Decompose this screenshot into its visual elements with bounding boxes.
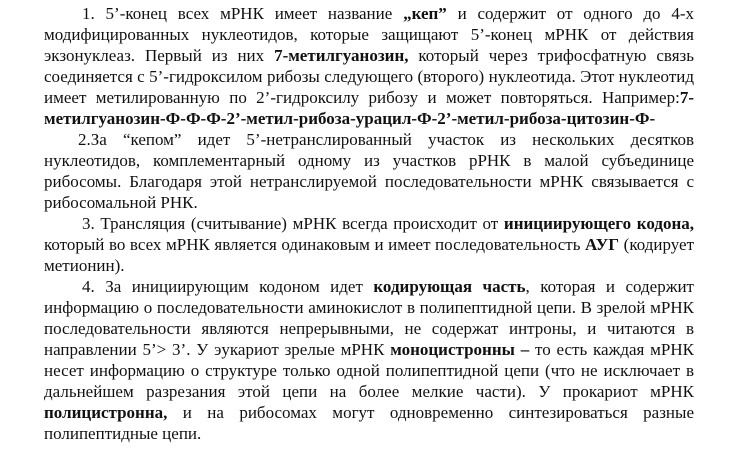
term-coding-part: кодирующая часть — [373, 277, 526, 296]
text-run: 1. 5’-конец всех мРНК имеет название — [82, 4, 404, 23]
text-run: и на рибосомах могут одновременно синтезироваться разные полипептидные цепи. — [44, 403, 694, 443]
term-monocistronic: моноцистронны – — [390, 340, 530, 359]
text-run: 3. Трансляция (считывание) мРНК всегда происходит от — [82, 214, 504, 233]
paragraph-start-codon — [44, 213, 694, 276]
example-cap-structure: 7-метилгуанозин-Ф-Ф-Ф-2’-метил-рибоза-урацил-Ф-2’-метил-рибоза-цитозин-Ф- — [44, 88, 694, 128]
text-run: (кодирует метионин). — [44, 235, 694, 275]
term-aug: АУГ — [585, 235, 620, 254]
term-polycistronic: полицистронна, — [44, 403, 168, 422]
text-run: , которая и содержит информацию о последовательности аминокислот в полипептидной цепи. В зрелой мРНК последовательности являются непрерывными, не содержат интроны, и читаются в направлении 5’> 3’. У эукариот зрелые мРНК — [44, 277, 694, 359]
paragraph-kep — [44, 3, 694, 129]
text-run: 4. За инициирующим кодоном идет — [82, 277, 374, 296]
text-run: который во всех мРНК является одинаковым и имеет последовательность — [44, 235, 586, 254]
text-run: 2.За “кепом” идет 5’-нетранслированный участок из нескольких десятков нуклеотидов, комплементарный одному из участков рРНК в малой субъединице рибосомы. Благодаря этой нетранслируемой последовательности мРНК связывается с рибосомальной РНК. — [44, 130, 694, 212]
term-kep: „кеп” — [403, 4, 447, 23]
paragraph-coding-region — [44, 276, 694, 444]
term-7-methylguanosine: 7-метилгуанозин, — [274, 46, 409, 65]
paragraph-5-utr — [44, 129, 694, 213]
text-run: и содержит от одного до 4-х модифицированных нуклеотидов, которые защищают 5’-конец мРНК от действия экзонуклеаз. Первый из них — [44, 4, 694, 65]
text-run: то есть каждая мРНК несет информацию о структуре только одной полипептидной цепи (что не исключает в дальнейшем разрезания этой цепи на более мелкие части). У прокариот мРНК — [44, 340, 694, 401]
term-initiating-codon: инициирующего кодона, — [503, 214, 694, 233]
text-run: который через трифосфатную связь соединяется с 5’-гидроксилом рибозы следующего (второго) нуклеотида. Этот нуклеотид имеет метилированную по 2’-гидроксилу рибозу и может повторяться. Например: — [44, 46, 694, 107]
